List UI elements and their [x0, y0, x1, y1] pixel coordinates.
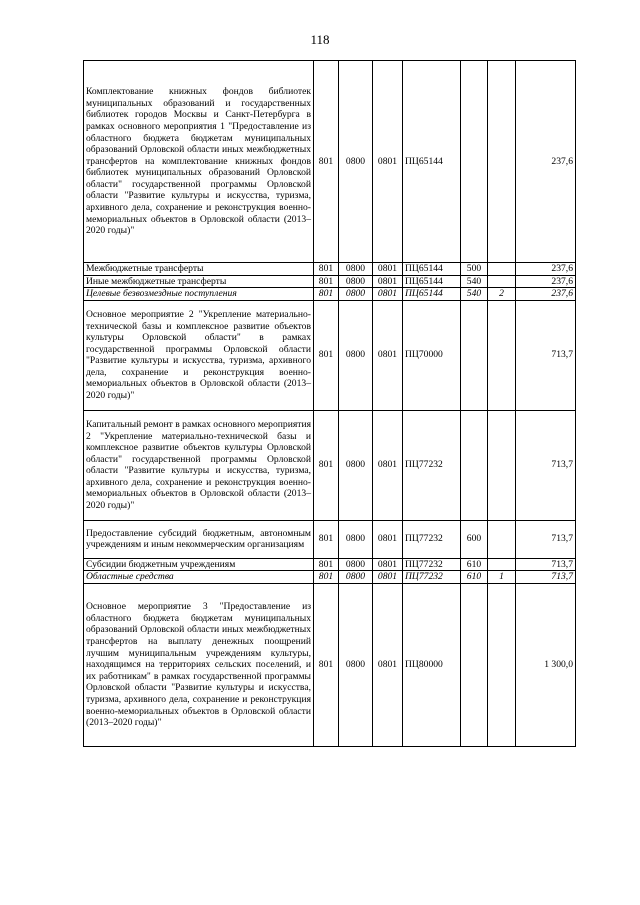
- target-article-cell: ПЦ65144: [403, 275, 461, 288]
- expense-type-cell: 500: [461, 263, 488, 276]
- subsection-cell: 0801: [373, 300, 403, 410]
- target-article-cell: ПЦ65144: [403, 288, 461, 301]
- section-cell: 0800: [339, 263, 373, 276]
- row-name: Капитальный ремонт в рамках основного мероприятия 2 "Укрепление материально-технической базы и комплексное развитие объектов культуры Орловской области" государственной программы Орловской области "Развитие культуры и искусства, туризма, архивного дела, сохранение и реконструкция военно-мемориальных объектов в Орловской области (2013–2020 годы)": [84, 410, 314, 520]
- grbs-cell: 801: [314, 288, 339, 301]
- expense-type-cell: 540: [461, 275, 488, 288]
- table-row: [84, 520, 576, 558]
- grbs-cell: 801: [314, 583, 339, 746]
- table-row: [84, 571, 576, 584]
- amount-cell: 713,7: [516, 520, 576, 558]
- section-cell: 0800: [339, 275, 373, 288]
- subsection-cell: 0801: [373, 275, 403, 288]
- source-cell: [488, 583, 516, 746]
- grbs-cell: 801: [314, 61, 339, 263]
- page-number: 118: [310, 32, 330, 47]
- row-name: Областные средства: [84, 571, 314, 584]
- grbs-cell: 801: [314, 300, 339, 410]
- table-row: [84, 288, 576, 301]
- target-article-cell: ПЦ65144: [403, 61, 461, 263]
- expense-type-cell: [461, 583, 488, 746]
- expense-type-cell: [461, 410, 488, 520]
- target-article-cell: ПЦ77232: [403, 410, 461, 520]
- expense-type-cell: 610: [461, 571, 488, 584]
- amount-cell: 237,6: [516, 263, 576, 276]
- amount-cell: 237,6: [516, 61, 576, 263]
- table-row: [84, 410, 576, 520]
- source-cell: [488, 61, 516, 263]
- row-name: Иные межбюджетные трансферты: [84, 275, 314, 288]
- source-cell: [488, 263, 516, 276]
- source-cell: 1: [488, 571, 516, 584]
- source-cell: 2: [488, 288, 516, 301]
- grbs-cell: 801: [314, 275, 339, 288]
- section-cell: 0800: [339, 61, 373, 263]
- table-row: [84, 275, 576, 288]
- expense-type-cell: 540: [461, 288, 488, 301]
- amount-cell: 713,7: [516, 300, 576, 410]
- target-article-cell: ПЦ70000: [403, 300, 461, 410]
- row-name: Основное мероприятие 2 "Укрепление материально-технической базы и комплексное развитие объектов культуры Орловской области" в рамках государственной программы Орловской области "Развитие культуры и искусства, туризма, архивного дела, сохранение и реконструкция военно-мемориальных объектов в Орловской области (2013–2020 годы)": [84, 300, 314, 410]
- source-cell: [488, 300, 516, 410]
- section-cell: 0800: [339, 558, 373, 571]
- subsection-cell: 0801: [373, 263, 403, 276]
- table-row: [84, 263, 576, 276]
- source-cell: [488, 520, 516, 558]
- target-article-cell: ПЦ77232: [403, 558, 461, 571]
- source-cell: [488, 410, 516, 520]
- row-name: Комплектование книжных фондов библиотек муниципальных образований и государственных библиотек городов Москвы и Санкт-Петербурга в рамках основного мероприятия 1 "Предоставление из областного бюджета бюджетам муниципальных образований Орловской области иных межбюджетных трансфертов на комплектование книжных фондов библиотек муниципальных образований Орловской области" государственной программы Орловской области "Развитие культуры и искусства, туризма, архивного дела, сохранение и реконструкция военно-мемориальных объектов в Орловской области (2013–2020 годы)": [84, 61, 314, 263]
- source-cell: [488, 275, 516, 288]
- amount-cell: 713,7: [516, 410, 576, 520]
- subsection-cell: 0801: [373, 520, 403, 558]
- subsection-cell: 0801: [373, 558, 403, 571]
- grbs-cell: 801: [314, 410, 339, 520]
- subsection-cell: 0801: [373, 410, 403, 520]
- target-article-cell: ПЦ77232: [403, 520, 461, 558]
- table-row: [84, 558, 576, 571]
- row-name: Основное мероприятие 3 "Предоставление из областного бюджета бюджетам муниципальных образований Орловской области иных межбюджетных трансфертов на выплату денежных поощрений лучшим муниципальным учреждениям культуры, находящимся на территориях сельских поселений, и их работникам" в рамках государственной программы Орловской области "Развитие культуры и искусства, туризма, архивного дела, сохранение и реконструкция военно-мемориальных объектов в Орловской области (2013–2020 годы)": [84, 583, 314, 746]
- expense-type-cell: [461, 61, 488, 263]
- section-cell: 0800: [339, 571, 373, 584]
- section-cell: 0800: [339, 520, 373, 558]
- expense-type-cell: 610: [461, 558, 488, 571]
- row-name: Предоставление субсидий бюджетным, автономным учреждениям и иным некоммерческим организациям: [84, 520, 314, 558]
- amount-cell: 237,6: [516, 288, 576, 301]
- expense-type-cell: [461, 300, 488, 410]
- amount-cell: 237,6: [516, 275, 576, 288]
- target-article-cell: ПЦ65144: [403, 263, 461, 276]
- grbs-cell: 801: [314, 571, 339, 584]
- amount-cell: 713,7: [516, 571, 576, 584]
- expense-type-cell: 600: [461, 520, 488, 558]
- table-row: [84, 300, 576, 410]
- table-row: [84, 583, 576, 746]
- section-cell: 0800: [339, 288, 373, 301]
- row-name: Целевые безвозмездные поступления: [84, 288, 314, 301]
- target-article-cell: ПЦ80000: [403, 583, 461, 746]
- grbs-cell: 801: [314, 263, 339, 276]
- grbs-cell: 801: [314, 520, 339, 558]
- row-name: Межбюджетные трансферты: [84, 263, 314, 276]
- subsection-cell: 0801: [373, 61, 403, 263]
- section-cell: 0800: [339, 410, 373, 520]
- amount-cell: 713,7: [516, 558, 576, 571]
- subsection-cell: 0801: [373, 288, 403, 301]
- target-article-cell: ПЦ77232: [403, 571, 461, 584]
- section-cell: 0800: [339, 300, 373, 410]
- row-name: Субсидии бюджетным учреждениям: [84, 558, 314, 571]
- table-row: [84, 61, 576, 263]
- section-cell: 0800: [339, 583, 373, 746]
- grbs-cell: 801: [314, 558, 339, 571]
- budget-table: [83, 60, 576, 747]
- subsection-cell: 0801: [373, 583, 403, 746]
- amount-cell: 1 300,0: [516, 583, 576, 746]
- subsection-cell: 0801: [373, 571, 403, 584]
- source-cell: [488, 558, 516, 571]
